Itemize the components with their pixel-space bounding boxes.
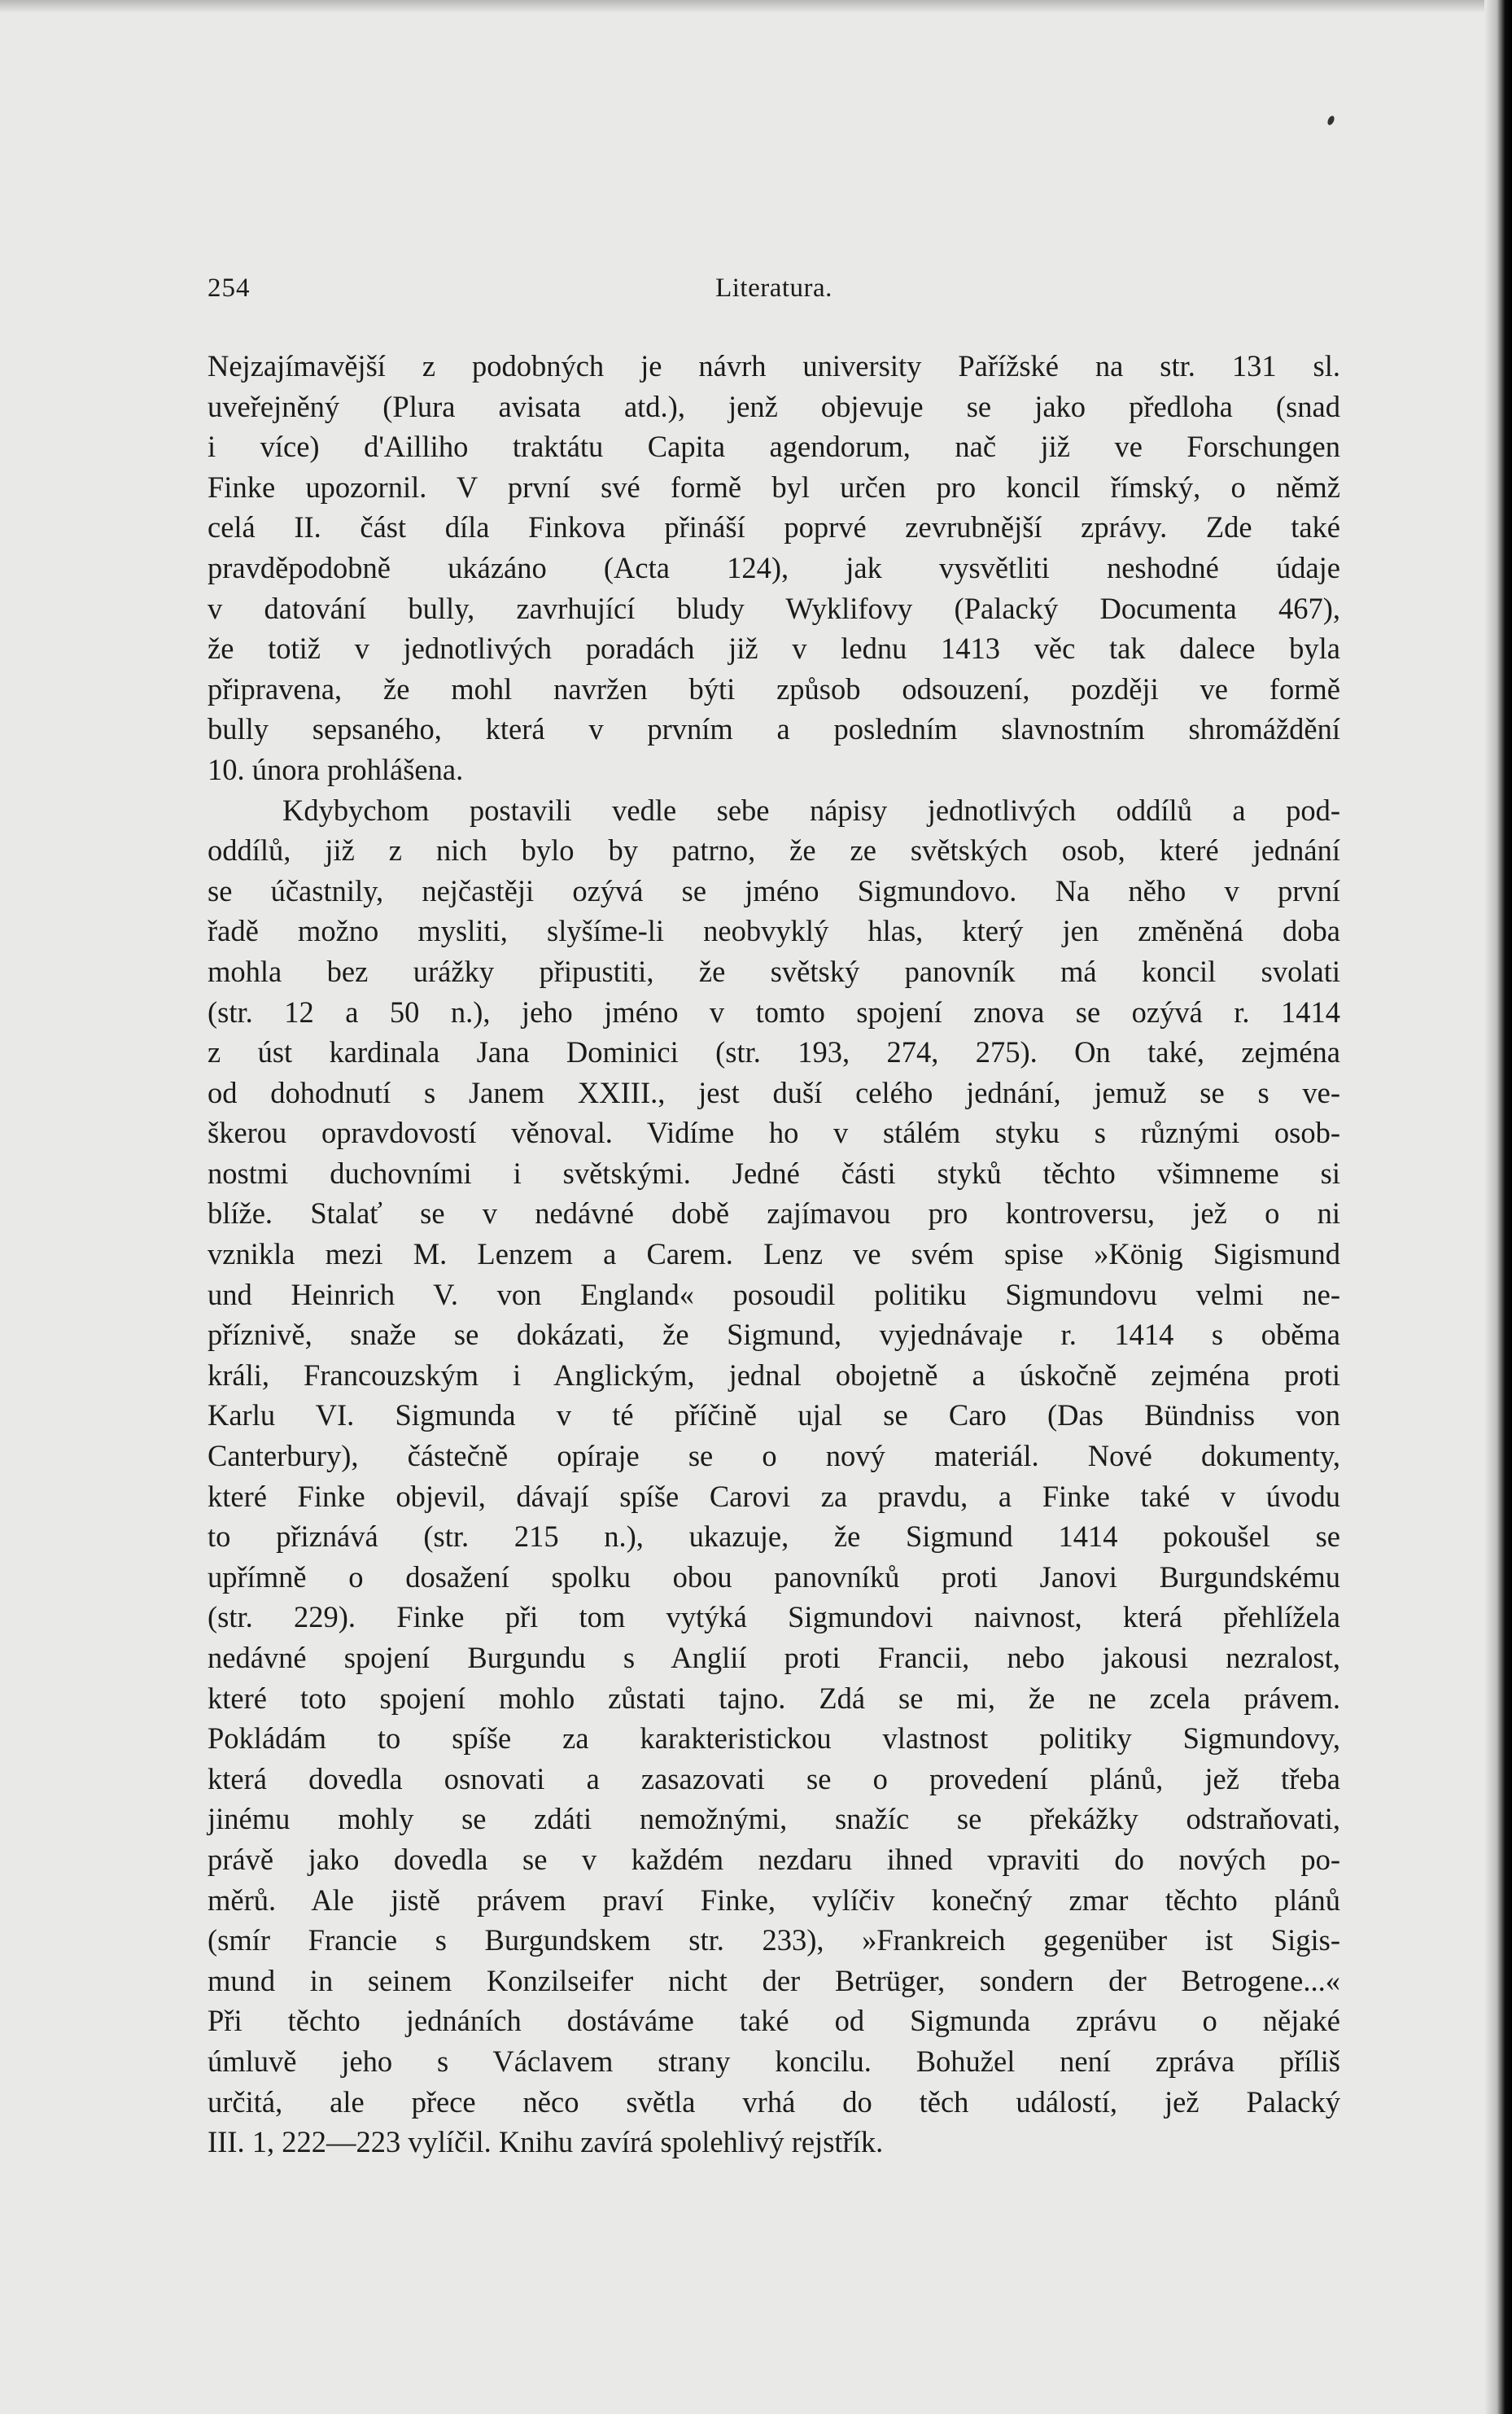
scan-top-shadow bbox=[0, 0, 1512, 13]
text-line: pravděpodobně ukázáno (Acta 124), jak vysvětliti neshodné údaje bbox=[208, 550, 1340, 584]
page-number: 254 bbox=[208, 273, 251, 303]
text-line: z úst kardinala Jana Dominici (str. 193, 274, 275). On také, zejména bbox=[208, 1035, 1340, 1069]
paragraph bbox=[208, 790, 1340, 2163]
text-line: Nejzajímavější z podobných je návrh university Pařížské na str. 131 sl. bbox=[208, 349, 1340, 383]
text-line: nostmi duchovními i světskými. Jedné části styků těchto všimneme si bbox=[208, 1156, 1340, 1190]
text-line: příznivě, snaže se dokázati, že Sigmund, vyjednávaje r. 1414 s oběma bbox=[208, 1318, 1340, 1352]
running-title: Literatura. bbox=[715, 273, 832, 303]
text-line: mohla bez urážky připustiti, že světský panovník má koncil svolati bbox=[208, 954, 1340, 988]
text-line: v datování bully, zavrhující bludy Wyklifovy (Palacký Documenta 467), bbox=[208, 591, 1340, 625]
text-line: se účastnily, nejčastěji ozývá se jméno Sigmundovo. Na něho v první bbox=[208, 873, 1340, 907]
text-line: které toto spojení mohlo zůstati tajno. Zdá se mi, že ne zcela právem. bbox=[208, 1681, 1340, 1715]
text-line: které Finke objevil, dávají spíše Carovi za pravdu, a Finke také v úvodu bbox=[208, 1479, 1340, 1513]
text-line: Při těchto jednáních dostáváme také od Sigmunda zprávu o nějaké bbox=[208, 2004, 1340, 2038]
text-line: Pokládám to spíše za karakteristickou vlastnost politiky Sigmundovy, bbox=[208, 1721, 1340, 1756]
paragraph bbox=[208, 346, 1340, 790]
text-line: že totiž v jednotlivých poradách již v lednu 1413 věc tak dalece byla bbox=[208, 632, 1340, 666]
scan-right-edge bbox=[1484, 0, 1512, 2414]
text-line: řadě možno mysliti, slyšíme-li neobvyklý hlas, který jen změněná doba bbox=[208, 914, 1340, 948]
text-line: blíže. Stalať se v nedávné době zajímavou pro kontroversu, jež o ni bbox=[208, 1196, 1340, 1231]
text-line: vznikla mezi M. Lenzem a Carem. Lenz ve svém spise »König Sigismund bbox=[208, 1237, 1340, 1271]
text-line: i více) d'Ailliho traktátu Capita agendorum, nač již ve Forschungen bbox=[208, 430, 1340, 464]
text-line: Karlu VI. Sigmunda v té příčině ujal se Caro (Das Bündniss von bbox=[208, 1398, 1340, 1432]
text-line: od dohodnutí s Janem XXIII., jest duší celého jednání, jemuž se s ve- bbox=[208, 1075, 1340, 1109]
text-line: 10. února prohlášena. bbox=[208, 752, 464, 786]
text-line: Finke upozornil. V první své formě byl určen pro koncil římský, o němž bbox=[208, 470, 1340, 504]
page-header bbox=[208, 260, 1340, 308]
text-line: nedávné spojení Burgundu s Anglií proti Francii, nebo jakousi nezralost, bbox=[208, 1641, 1340, 1674]
text-line: to přiznává (str. 215 n.), ukazuje, že Sigmund 1414 pokoušel se bbox=[208, 1520, 1340, 1554]
text-line: mund in seinem Konzilseifer nicht der Betrüger, sondern der Betrogene...« bbox=[208, 1963, 1340, 1997]
text-line: jinému mohly se zdáti nemožnými, snažíc se překážky odstraňovati, bbox=[208, 1802, 1340, 1836]
text-line: III. 1, 222—223 vylíčil. Knihu zavírá spolehlivý rejstřík. bbox=[208, 2125, 884, 2159]
text-line: uveřejněný (Plura avisata atd.), jenž objevuje se jako předloha (snad bbox=[208, 389, 1340, 423]
text-line: (str. 12 a 50 n.), jeho jméno v tomto spojení znova se ozývá r. 1414 bbox=[208, 995, 1340, 1029]
text-line: škerou opravdovostí věnoval. Vidíme ho v stálém styku s různými osob- bbox=[208, 1116, 1340, 1150]
text-line: připravena, že mohl navržen býti způsob odsouzení, později ve formě bbox=[208, 671, 1340, 706]
body-text bbox=[208, 346, 1340, 2163]
text-line: und Heinrich V. von England« posoudil politiku Sigmundovu velmi ne- bbox=[208, 1277, 1340, 1311]
book-page bbox=[208, 260, 1340, 2163]
text-line: Kdybychom postavili vedle sebe nápisy jednotlivých oddílů a pod- bbox=[282, 793, 1340, 827]
text-line: bully sepsaného, která v prvním a posledním slavnostním shromáždění bbox=[208, 712, 1340, 746]
text-line: určitá, ale přece něco světla vrhá do těch událostí, jež Palacký bbox=[208, 2084, 1340, 2119]
text-line: Canterbury), částečně opíraje se o nový materiál. Nové dokumenty, bbox=[208, 1439, 1340, 1473]
text-line: měrů. Ale jistě právem praví Finke, vylíčiv konečný zmar těchto plánů bbox=[208, 1883, 1340, 1917]
text-line: celá II. část díla Finkova přináší poprvé zevrubnější zprávy. Zde také bbox=[208, 510, 1340, 544]
text-line: upřímně o dosažení spolku obou panovníků proti Janovi Burgundskému bbox=[208, 1559, 1340, 1594]
text-line: (str. 229). Finke při tom vytýká Sigmundovi naivnost, která přehlížela bbox=[208, 1600, 1340, 1634]
text-line: oddílů, již z nich bylo by patrno, že ze světských osob, které jednání bbox=[208, 833, 1340, 868]
text-line: králi, Francouzským i Anglickým, jednal obojetně a úskočně zejména proti bbox=[208, 1358, 1340, 1392]
text-line: (smír Francie s Burgundskem str. 233), »Frankreich gegenüber ist Sigis- bbox=[208, 1923, 1340, 1957]
text-line: která dovedla osnovati a zasazovati se o provedení plánů, jež třeba bbox=[208, 1761, 1340, 1795]
text-line: úmluvě jeho s Václavem strany koncilu. Bohužel není zpráva příliš bbox=[208, 2044, 1340, 2078]
text-line: právě jako dovedla se v každém nezdaru ihned vpraviti do nových po- bbox=[208, 1842, 1340, 1876]
